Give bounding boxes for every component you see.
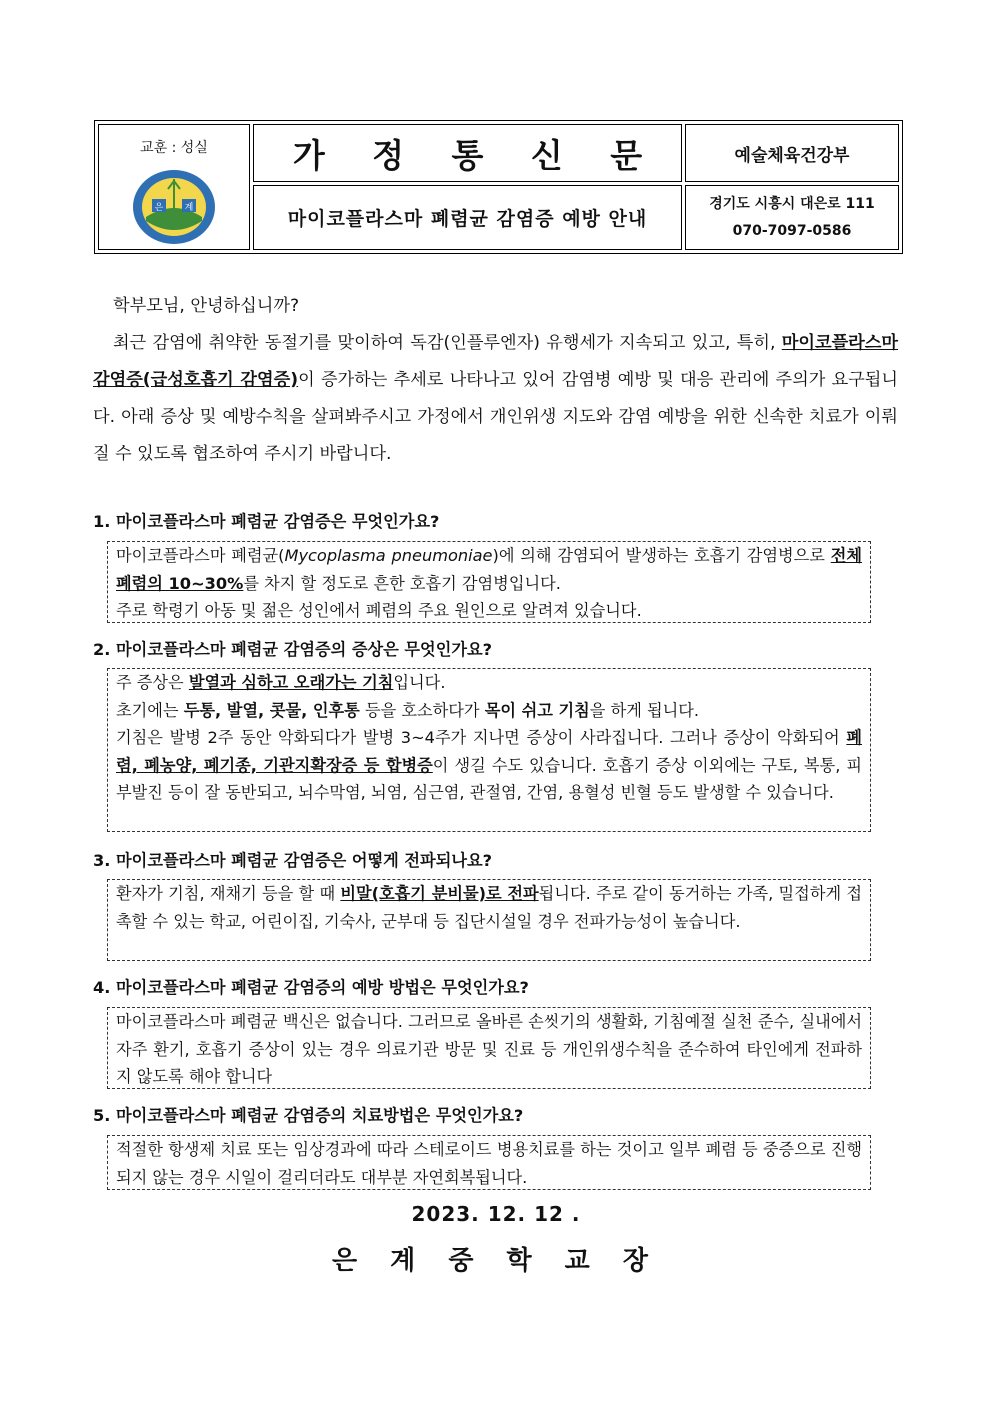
s2-text-d: 등을 호소하다가 xyxy=(359,700,485,720)
intro-paragraph xyxy=(93,325,898,473)
s1-text-b: )에 의해 감염되어 발생하는 호흡기 감염병으로 xyxy=(492,546,831,565)
intro-highlight: 마이코플라스마 감염증(급성호흡기 감염증) xyxy=(93,333,898,390)
school-motto: 교훈 : 성실 xyxy=(140,140,208,156)
s3-text-b: 됩니다. 주로 같이 동거하는 가족, 밀접하게 접촉할 수 있는 학교, 어린이집, 기숙사, 군부대 등 집단시설일 경우 전파가능성이 높습니다. xyxy=(116,884,862,931)
s2-bold-1: 두통, 발열, 콧물, 인후통 xyxy=(183,700,360,720)
school-phone: 070-7097-0586 xyxy=(732,222,852,239)
s3-highlight: 비말(호흡기 분비물)로 전파 xyxy=(340,884,539,903)
dept-cell xyxy=(685,124,899,182)
motto-cell xyxy=(98,124,250,250)
logo-char-right: 계 xyxy=(184,203,194,213)
section-3-title: 3. 마이코플라스마 폐렴균 감염증은 어떻게 전파되나요? xyxy=(93,851,492,870)
s2-text-f: 기침은 발병 2주 동안 악화되다가 발병 3~4주가 지나면 증상이 사라집니다. 그러나 증상이 악화되어 xyxy=(116,728,847,747)
s1-text-line2: 주로 학령기 아동 및 젊은 성인에서 폐렴의 주요 원인으로 알려져 있습니다. xyxy=(116,601,642,620)
address-cell xyxy=(685,185,899,250)
intro-text xyxy=(93,288,898,473)
section-1-box xyxy=(107,541,871,623)
intro-text-b: 이 증가하는 추세로 나타나고 있어 감염병 예방 및 대응 관리에 주의가 요구됩니다. 아래 증상 및 예방수칙을 살펴봐주시고 가정에서 개인위생 지도와 감염 예방을 위한 신속한 치료가 이뤄질 수 있도록 협조하여 주시기 바랍니다. xyxy=(93,370,898,464)
subtitle-cell xyxy=(253,185,682,250)
section-5-title: 5. 마이코플라스마 폐렴균 감염증의 치료방법은 무엇인가요? xyxy=(93,1106,524,1125)
s1-latin-name: Mycoplasma pneumoniae xyxy=(284,546,493,565)
header-table xyxy=(94,120,903,254)
s5-text: 적절한 항생제 치료 또는 임상경과에 따라 스테로이드 병용치료를 하는 것이고 일부 폐렴 등 중증으로 진행되지 않는 경우 시일이 걸리더라도 대부분 자연회복됩니다. xyxy=(116,1140,862,1187)
section-2-title: 2. 마이코플라스마 폐렴균 감염증의 증상은 무엇인가요? xyxy=(93,640,492,659)
section-5-box xyxy=(107,1135,871,1190)
section-3-box xyxy=(107,879,871,961)
intro-text-a: 최근 감염에 취약한 동절기를 맞이하여 독감(인플루엔자) 유행세가 지속되고 있고, 특히, xyxy=(113,333,782,353)
page-subtitle: 마이코플라스마 폐렴균 감염증 예방 안내 xyxy=(287,208,648,230)
notice-date: 2023. 12. 12 . xyxy=(411,1202,581,1226)
s2-text-a: 주 증상은 xyxy=(116,673,189,692)
s4-text: 마이코플라스마 폐렴균 백신은 없습니다. 그러므로 올바른 손씻기의 생활화, 기침예절 실천 준수, 실내에서 자주 환기, 호흡기 증상이 있는 경우 의료기관 방문 및 진료 등 개인위생수칙을 준수하여 타인에게 전파하지 않도록 해야 합니다 xyxy=(116,1012,862,1086)
s2-text-g: 이 생길 수도 있습니다. 호흡기 증상 이외에는 구토, 복통, 피부발진 등이 잘 동반되고, 뇌수막염, 뇌염, 심근염, 관절염, 간염, 용혈성 빈혈 등도 발생할 수 있습니다. xyxy=(116,755,862,802)
school-logo xyxy=(132,169,216,245)
title-cell xyxy=(253,124,682,182)
s2-text-e: 을 하게 됩니다. xyxy=(589,700,700,720)
s1-text-c: 를 차지 할 정도로 흔한 호흡기 감염병입니다. xyxy=(243,573,561,593)
section-1-title: 1. 마이코플라스마 폐렴균 감염증은 무엇인가요? xyxy=(93,512,440,531)
page-title: 가 정 통 신 문 xyxy=(292,135,661,175)
section-4-box xyxy=(107,1007,871,1089)
s3-text-a: 환자가 기침, 재채기 등을 할 때 xyxy=(116,884,341,903)
principal-signature: 은 계 중 학 교 장 xyxy=(332,1246,660,1276)
s1-text-a: 마이코플라스마 폐렴균( xyxy=(116,546,285,565)
s2-bold-2: 목이 쉬고 기침 xyxy=(484,700,590,720)
s2-text-b: 입니다. xyxy=(393,673,446,692)
section-4-title: 4. 마이코플라스마 폐렴균 감염증의 예방 방법은 무엇인가요? xyxy=(93,978,529,997)
department-label: 예술체육건강부 xyxy=(734,145,850,166)
s2-highlight-1: 발열과 심하고 오래가는 기침 xyxy=(188,673,394,692)
greeting: 학부모님, 안녕하십니까? xyxy=(113,296,300,316)
section-2-box xyxy=(107,668,871,832)
logo-char-left: 은 xyxy=(154,203,164,213)
s1-highlight: 전체 폐렴의 10~30% xyxy=(116,546,862,593)
s2-text-c: 초기에는 xyxy=(116,700,184,720)
s2-highlight-2: 폐렴, 폐농양, 폐기종, 기관지확장증 등 합병증 xyxy=(116,728,862,775)
school-address: 경기도 시흥시 대은로 111 xyxy=(709,195,875,212)
